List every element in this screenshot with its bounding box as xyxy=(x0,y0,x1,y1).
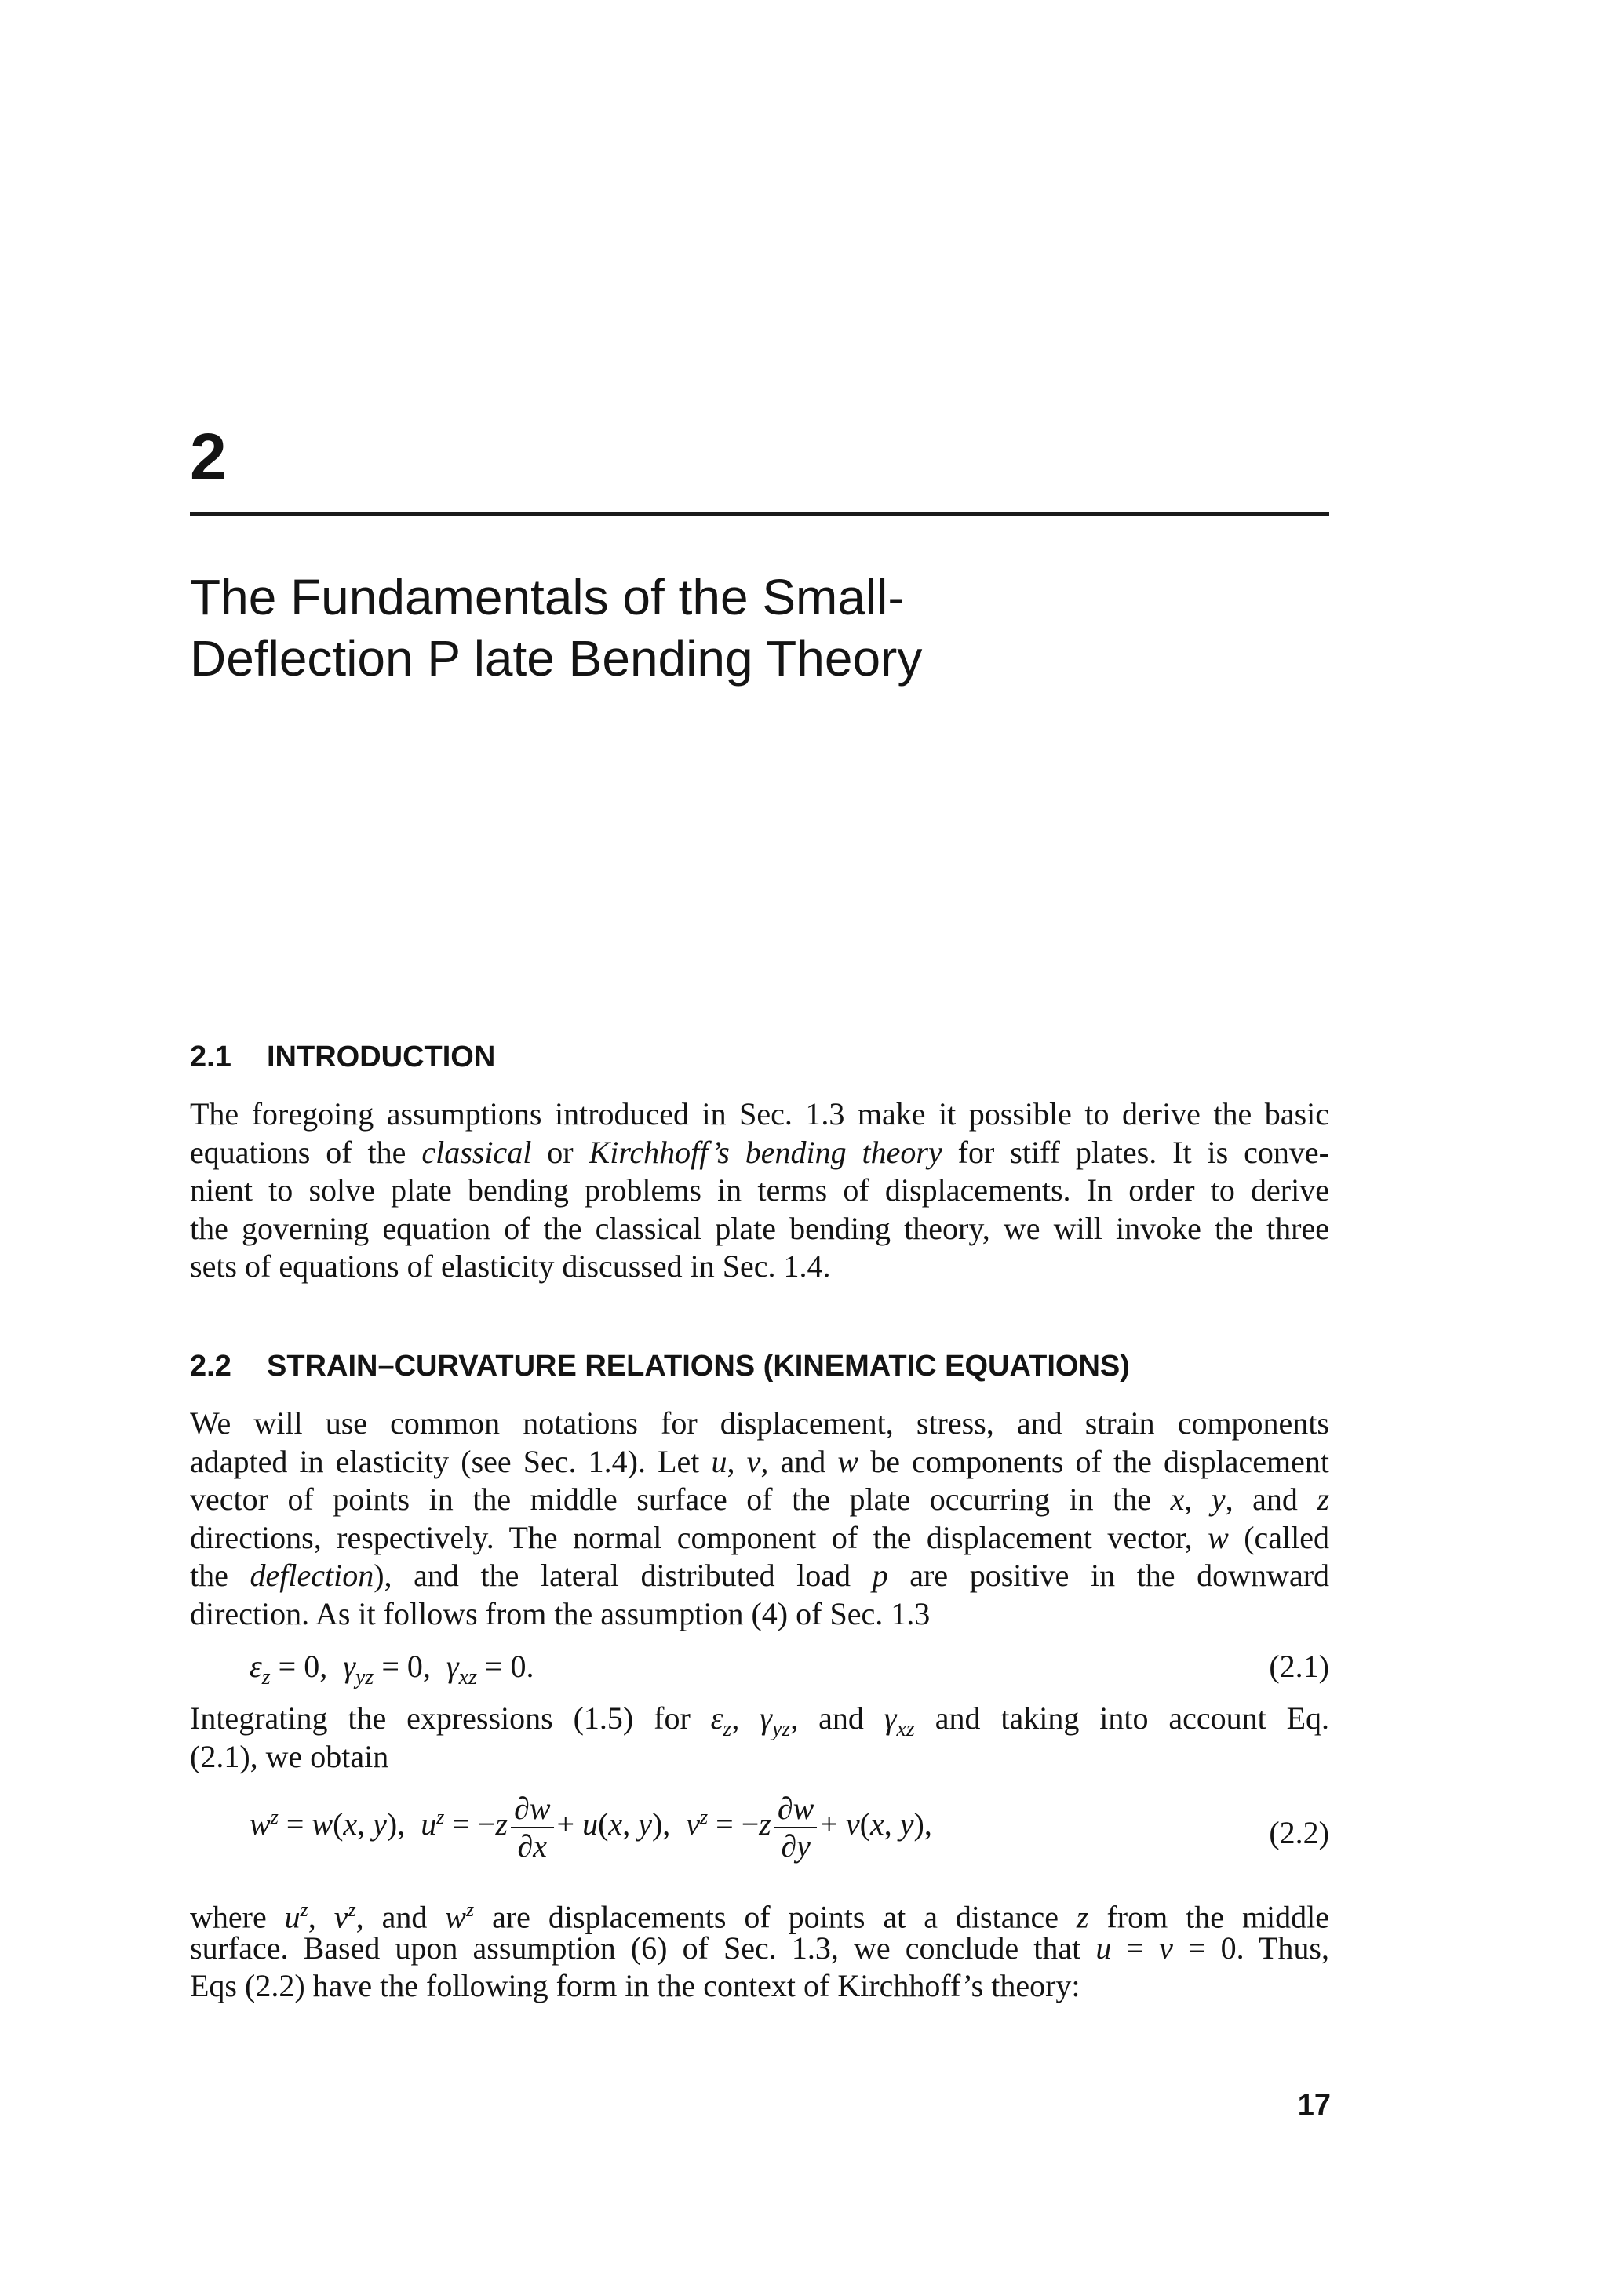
text-line: sets of equations of elasticity discussed in Sec. 1.4. xyxy=(190,1248,831,1284)
text-line: the governing equation of the classical plate bending theory, we will invoke the three xyxy=(190,1210,1329,1246)
chapter-title-line-2: Deflection P late Bending Theory xyxy=(190,630,923,687)
text-line: adapted in elasticity (see Sec. 1.4). Let u, v, and w be components of the displacement xyxy=(190,1443,1329,1479)
equation-number: (2.1) xyxy=(1269,1649,1329,1684)
text-line: We will use common notations for displacement, stress, and strain components xyxy=(190,1405,1329,1441)
text-line: direction. As it follows from the assumption (4) of Sec. 1.3 xyxy=(190,1595,931,1631)
text-line: equations of the classical or Kirchhoff’s bending theory for stiff plates. It is conve- xyxy=(190,1134,1329,1170)
equation-2-2: $w^z = w(x$, y), $u^z = -z$ $\frac{\partial w}{\partial x}$ + u(x, y), $v^z = -z$ $\frac{\partial w}{\partial y}$ + v(x, y), xyxy=(250,1791,932,1864)
chapter-title xyxy=(190,567,1336,689)
equation-2-1: $\varepsilon_z = 0$, $\gamma_{yz} = 0$, $\gamma_{xz} = 0$. xyxy=(250,1649,534,1689)
text-line: vector of points in the middle surface of the plate occurring in the x, y, and z xyxy=(190,1481,1330,1517)
introduction-paragraph xyxy=(190,1095,1329,1286)
integration-paragraph xyxy=(190,1700,1329,1776)
text-line: (2.1), we obtain xyxy=(190,1738,389,1774)
text-line: nient to solve plate bending problems in terms of displacements. In order to derive xyxy=(190,1172,1329,1208)
chapter-title-line-1: The Fundamentals of the Small- xyxy=(190,569,905,625)
section-title: STRAIN–CURVATURE RELATIONS (KINEMATIC EQUATIONS) xyxy=(267,1350,1130,1383)
kinematic-paragraph xyxy=(190,1405,1329,1633)
text-line: the deflection), and the lateral distributed load p are positive in the downward xyxy=(190,1558,1330,1593)
section-number: 2.2 xyxy=(190,1350,231,1383)
text-line: where $u^z$, $v^z$, and $w^z$ are displacements of points at a distance z from the middle xyxy=(190,1898,1330,1935)
page-number: 17 xyxy=(1297,2089,1331,2122)
equation-number: (2.2) xyxy=(1269,1815,1329,1850)
text-line: Eqs (2.2) have the following form in the context of Kirchhoff’s theory: xyxy=(190,1968,1080,2003)
where-paragraph xyxy=(190,1891,1329,2006)
chapter-number: 2 xyxy=(190,420,227,494)
text-line: Integrating the expressions (1.5) for $\varepsilon_z$, $\gamma_{yz}$, and $\gamma_{xz}$ and taking into account Eq. xyxy=(190,1700,1330,1741)
text-line: The foregoing assumptions introduced in Sec. 1.3 make it possible to derive the basic xyxy=(190,1096,1329,1132)
section-heading-kinematic xyxy=(190,1351,1130,1381)
text-line: directions, respectively. The normal component of the displacement vector, w (called xyxy=(190,1519,1329,1555)
section-number: 2.1 xyxy=(190,1040,231,1073)
section-heading-introduction xyxy=(190,1042,495,1072)
text-line: surface. Based upon assumption (6) of Sec. 1.3, we conclude that u = v = 0. Thus, xyxy=(190,1930,1329,1966)
chapter-rule xyxy=(190,512,1329,516)
section-title: INTRODUCTION xyxy=(267,1040,496,1073)
